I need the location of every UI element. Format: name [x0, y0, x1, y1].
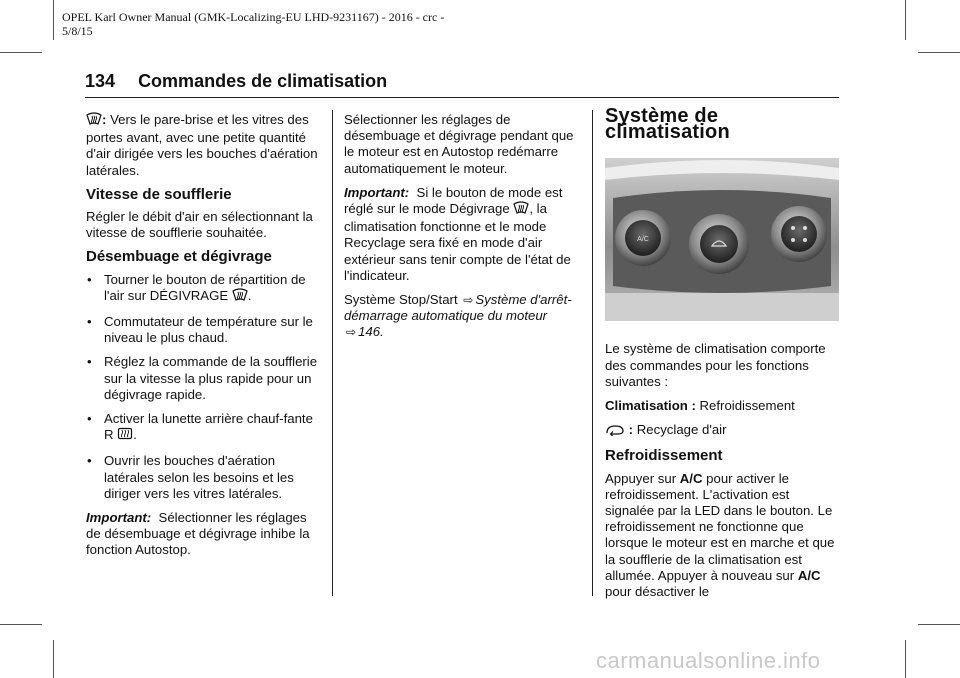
crop-mark [918, 624, 960, 625]
list-item-text: Activer la lunette arrière chauf-fante R [104, 411, 313, 443]
important-label: Important: [86, 510, 152, 526]
crop-mark [905, 0, 906, 40]
cooling-text-b: pour activer le refroidissement. L'activation est signalée par la LED dans le bouton. Le refroidissement ne fonctionne que lorsque le moteur est en marche et que la soufflerie de la climatisation est allumée. Appuyer à nouveau sur [605, 470, 835, 583]
ac-button-ref: A/C [679, 470, 703, 486]
reference-page[interactable]: 146 [358, 324, 381, 340]
recycle-value: Recyclage d'air [636, 422, 727, 438]
important-text: Sélectionner les réglages de désembuage et dégivrage inhibe la fonction Autostop. [86, 510, 310, 558]
crop-mark [0, 624, 42, 625]
cooling-text [605, 471, 841, 601]
meta-line-1: OPEL Karl Owner Manual (GMK-Localizing-EU LHD-9231167) - 2016 - crc - [62, 10, 445, 24]
section-heading-climate: Système de climatisation [605, 105, 730, 144]
crop-mark [0, 52, 42, 53]
defrost-mode-paragraph [86, 112, 322, 179]
windshield-defrost-icon [232, 288, 248, 306]
reference-title[interactable]: Système d'arrêt-démarrage automatique du moteur [344, 292, 572, 324]
defrost-steps-list [86, 272, 322, 502]
climatisation-value: Refroidissement [699, 398, 795, 414]
list-item: • Activer la lunette arrière chauf-fante R . [86, 411, 322, 445]
column-left [86, 112, 322, 567]
heading-defog-defrost: Désembuage et dégivrage [86, 248, 272, 266]
list-item-text: Commutateur de température sur le niveau le plus chaud. [104, 314, 313, 346]
crop-mark [53, 0, 54, 40]
column-middle [344, 112, 580, 349]
cross-reference-arrow-icon: ⇨ [463, 293, 474, 308]
column-divider [332, 110, 333, 596]
cooling-text-a: Appuyer sur [605, 470, 677, 486]
cooling-text-c: pour désactiver le [605, 584, 710, 600]
rear-window-defrost-icon [117, 427, 133, 445]
air-recirculation-icon [605, 424, 625, 440]
important-note [86, 510, 322, 559]
svg-text:A/C: A/C [637, 236, 649, 244]
column-divider [592, 110, 593, 596]
list-item: • Tourner le bouton de répartition de l'air sur DÉGIVRAGE . [86, 272, 322, 306]
watermark: carmanualsonline.info [596, 648, 821, 673]
windshield-defrost-icon [513, 201, 529, 219]
cross-reference-arrow-icon: ⇨ [346, 325, 357, 340]
fan-speed-text: Régler le débit d'air en sélectionnant la vitesse de soufflerie souhaitée. [86, 209, 313, 241]
climatisation-label: Climatisation : [605, 398, 696, 414]
cross-reference[interactable]: Système Stop/Start ⇨ Système d'arrêt-démarrage automatique du moteur ⇨ 146. [344, 292, 572, 340]
heading-fan-speed: Vitesse de soufflerie [86, 185, 232, 203]
knob-fan [689, 214, 749, 274]
climatisation-row [605, 398, 841, 414]
page-heading [85, 71, 387, 92]
list-item [86, 314, 322, 346]
important-text: Si le bouton de mode est réglé sur le mode Dégivrage [344, 184, 563, 217]
autostop-paragraph: Sélectionner les réglages de désembuage et dégivrage pendant que le moteur est en Autostop redémarre automatiquement le moteur. [344, 112, 574, 176]
heading-cooling: Refroidissement [605, 447, 723, 465]
climate-control-photo [605, 158, 841, 321]
windshield-defrost-icon [86, 112, 102, 130]
important-text-cont: , la climatisation fonctionne et le mode Recyclage sera fixé en mode d'air extérieur sans tenir compte de l'état de l'indicateur. [344, 201, 571, 283]
crop-mark [918, 52, 960, 53]
list-item [86, 453, 322, 502]
crop-mark [905, 640, 906, 678]
recycle-label: : [628, 422, 634, 438]
header-rule [85, 97, 839, 98]
defrost-mode-text: Vers le pare-brise et les vitres des portes avant, avec une petite quantité d'air dirigée vers les bouches d'aération latérales. [86, 112, 318, 178]
ac-button-ref: A/C [797, 567, 821, 583]
defrost-mode-label: : [102, 112, 107, 127]
section-title: Commandes de climatisation [138, 71, 388, 91]
list-item-text: Ouvrir les bouches d'aération latérales selon les besoins et les diriger vers les vitres latérales. [104, 453, 294, 501]
list-item-text: Tourner le bouton de répartition de l'air sur DÉGIVRAGE [104, 271, 306, 303]
important-note [344, 185, 580, 284]
knob-ac [615, 210, 671, 266]
crop-mark [53, 640, 54, 678]
climate-intro: Le système de climatisation comporte des commandes pour les fonctions suivantes : [605, 341, 826, 389]
list-item [86, 354, 322, 403]
recycle-row [605, 422, 841, 440]
meta-line-2: 5/8/15 [62, 24, 93, 38]
page-number: 134 [85, 71, 116, 91]
reference-text: Système Stop/Start [344, 292, 458, 308]
list-item-text: Réglez la commande de la soufflerie sur la vitesse la plus rapide pour un dégivrage rapide. [104, 354, 318, 402]
knob-mode [771, 206, 827, 262]
important-label: Important: [344, 184, 410, 200]
document-meta [62, 10, 444, 38]
column-right [605, 105, 841, 608]
